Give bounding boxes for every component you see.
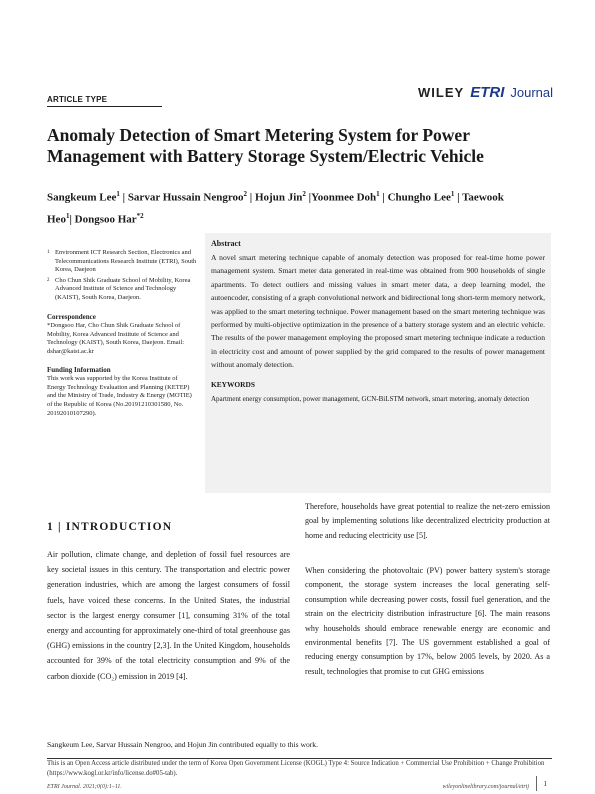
author-affiliation-marker: 2 <box>302 190 306 198</box>
funding-heading: Funding Information <box>47 365 111 374</box>
author-separator: | <box>247 191 255 204</box>
author-affiliation-marker: *2 <box>136 211 144 220</box>
author-separator: | <box>305 191 312 204</box>
publisher-logo <box>418 84 553 101</box>
author-affiliation-marker: 1 <box>116 190 120 198</box>
author-line-2 <box>47 207 557 229</box>
section-heading-introduction: 1 | INTRODUCTION <box>47 521 173 533</box>
correspondence-text: *Dongsoo Har, Cho Chun Shik Graduate School of Mobility, Korea Advanced Institute of Science and Technology (KAIST), South Korea, Daejeon. Email: dshar@kaist.ac.kr <box>47 322 185 355</box>
author-name: Heo <box>47 213 66 226</box>
keywords-text: Apartment energy consumption, power management, GCN-BiLSTM network, smart metering, anomaly detection <box>211 394 530 403</box>
sidebar-info <box>47 249 197 418</box>
author-name: Chungho Lee <box>387 191 451 204</box>
affiliation-2 <box>47 277 197 303</box>
journal-label: Journal <box>510 85 553 100</box>
journal-url: wileyonlinelibrary.com/journal/etrij <box>442 784 529 790</box>
abstract-heading: Abstract <box>211 239 241 248</box>
affiliation-1 <box>47 249 197 275</box>
abstract-text: A novel smart metering technique capable of anomaly detection was proposed for real-time home power management system. Smart meter data generated in real-time was obtained from 900 households of single apartments. To detect outliers and missing values in smart meter data, a deep learning model, the autoencoder, consisting of a graph convolutional network and bidirectional long short-term memory network, was applied to the smart metering technique. Power management based on the smart metering technique was performed by multi-objective optimization in the presence of a battery storage system and an electric vehicle. The results of the power management employing the proposed smart metering technique indicate a reduction in electricity cost and amount of power supplied by the grid compared to the results of power management without anomaly detection. <box>211 253 545 370</box>
keywords-heading: KEYWORDS <box>211 379 255 389</box>
license-note: This is an Open Access article distributed under the term of Korea Open Government License (KOGL) Type 4: Source Indication + Commercial Use Prohibition + Change Prohibition (https://www.kogl.or.kr/info/license.do#05-tab). <box>47 760 545 777</box>
equal-contribution-note: Sangkeum Lee, Sarvar Hussain Nengroo, and Hojun Jin contributed equally to this work. <box>47 740 319 749</box>
page-number-divider <box>536 776 537 791</box>
body-right-paragraph-1: Therefore, households have great potential to realize the net-zero emission goal by implementing solutions like decentralized electricity production at home and reducing electricity use [5]. <box>305 502 550 540</box>
author-line-1 <box>47 185 557 207</box>
author-separator: | <box>69 213 75 226</box>
body-left-paragraph: Air pollution, climate change, and depletion of fossil fuel resources are key societal issues in this century. The transportation and electric power generation industries, which are among the largest consumers of fossil fuels, have voiced these concerns. In the United States, the industrial sector is the largest energy consumer [1], consuming 31% of the total energy and accounting for approximately one-third of total greenhouse gas (GHG) emissions in the country [2,3]. In the United Kingdom, households accounted for 39% of the total electricity consumption and 9% of the carbon dioxide (CO₂) emission in 2019 [4]. <box>47 550 290 681</box>
etri-logo: ETRI <box>470 84 505 101</box>
affiliation-2-marker: 2 <box>47 277 50 283</box>
author-name: Hojun Jin <box>254 191 303 204</box>
author-name: Sarvar Hussain Nengroo <box>127 191 244 204</box>
author-name: Yoonmee Doh <box>311 191 377 204</box>
article-type-label: ARTICLE TYPE <box>47 95 162 107</box>
author-affiliation-marker: 2 <box>243 190 248 198</box>
author-separator: | <box>454 191 463 204</box>
author-name: Sangkeum Lee <box>47 191 117 204</box>
author-name: Taewook <box>462 191 504 204</box>
page-number: 1 <box>543 780 547 788</box>
affiliation-1-text: Environment ICT Research Section, Electronics and Telecommunications Research Institute (ETRI), South Korea, Daejeon <box>55 249 197 274</box>
author-list <box>47 185 557 228</box>
affiliation-2-text: Cho Chun Shik Graduate School of Mobility, Korea Advanced Institute of Science and Technology (KAIST), South Korea, Daejeon. <box>55 276 191 301</box>
wiley-logo: WILEY <box>418 85 465 100</box>
correspondence-heading: Correspondence <box>47 312 96 321</box>
abstract-box <box>205 233 551 493</box>
journal-reference: ETRI Journal. 2021;0(0):1–11. <box>47 784 122 790</box>
author-name: Dongsoo Har <box>74 213 137 226</box>
affiliation-1-marker: 1 <box>47 250 50 255</box>
author-separator: | <box>379 191 388 204</box>
author-affiliation-marker: 1 <box>65 211 70 220</box>
author-affiliation-marker: 1 <box>450 190 455 198</box>
paper-title: Anomaly Detection of Smart Metering System for Power Management with Battery Storage System/Electric Vehicle <box>47 125 484 166</box>
funding-text: This work was supported by the Korea Institute of Energy Technology Evaluation and Planning (KETEP) and the Ministry of Trade, Industry & Energy (MOTIE) of the Republic of Korea (No.20191210301580, No. 20192010107290). <box>47 375 192 417</box>
body-right-paragraph-2: When considering the photovoltaic (PV) power battery system's storage component, the storage system increases the local generating self-consumption while decreasing power costs, fossil fuel generation, and the strain on the electricity distribution infrastructure [6]. The main reasons why households should embrace renewable energy are economic and environmental benefits [7]. The US government established a goal of reducing energy consumption by 17%, below 2005 levels, by 2020. As a result, technologies that promise to cut GHG emissions <box>305 566 550 676</box>
author-separator: | <box>119 191 128 204</box>
author-affiliation-marker: 1 <box>376 190 380 198</box>
